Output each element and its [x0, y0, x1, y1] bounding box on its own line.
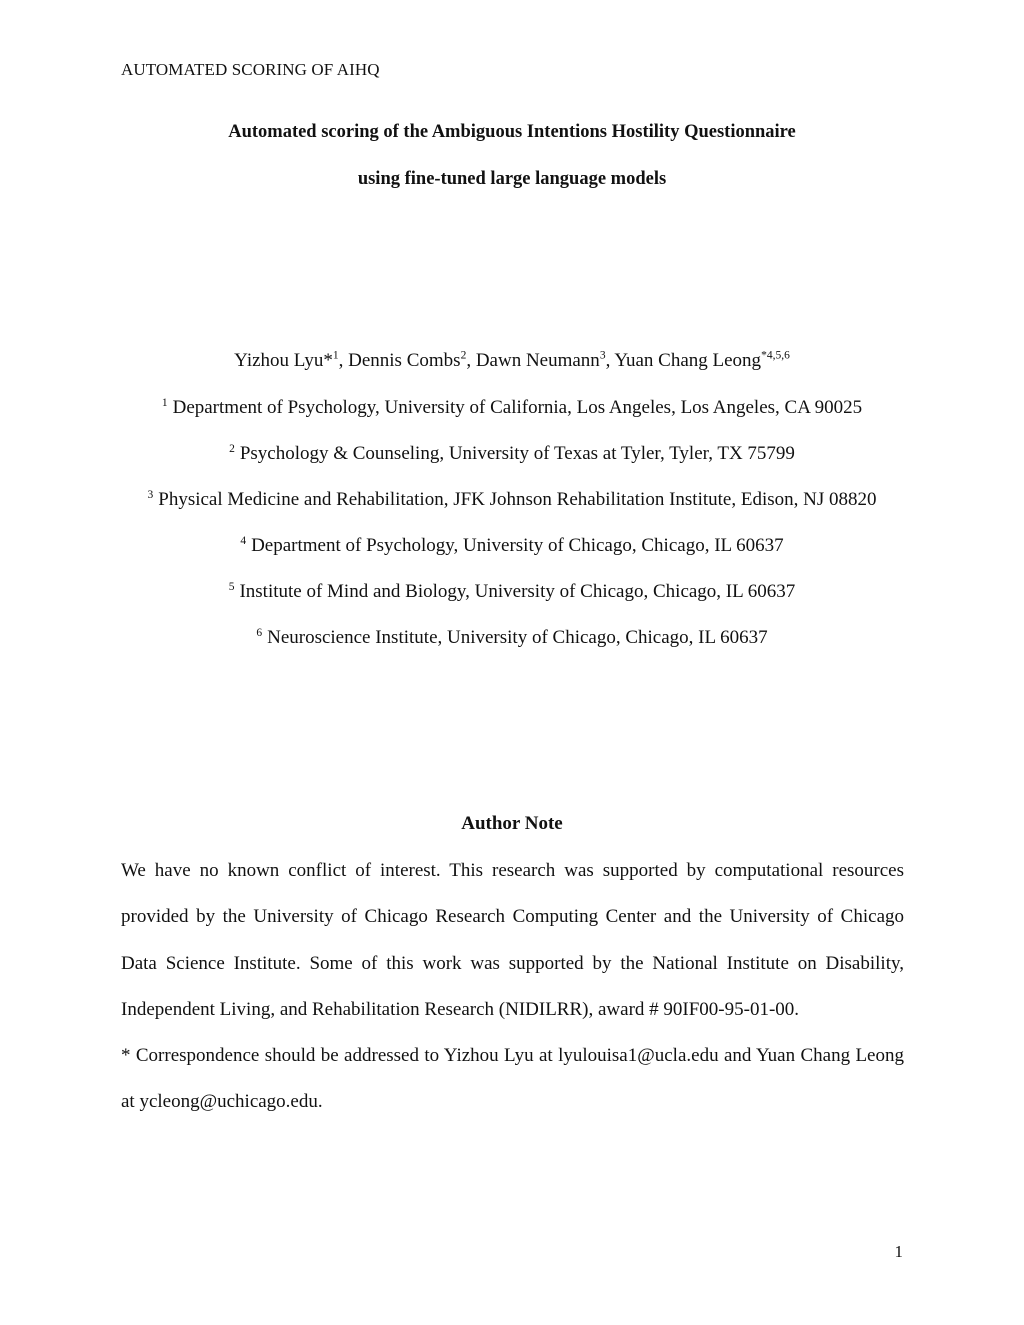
affiliation-6 [0, 627, 1024, 649]
author-separator: , [466, 350, 476, 371]
author-note-heading: Author Note [461, 813, 563, 834]
author-list [0, 350, 1024, 372]
author-affiliation-sup: *4,5,6 [761, 349, 790, 362]
author-marker: * [323, 350, 333, 371]
affiliation-text: Department of Psychology, University of California, Los Angeles, Los Angeles, CA 90025 [172, 397, 863, 418]
author-name: Yizhou Lyu [234, 350, 324, 371]
affiliation-text: Psychology & Counseling, University of Texas at Tyler, Tyler, TX 75799 [239, 443, 795, 464]
correspondence-paragraph: * Correspondence should be addressed to Yizhou Lyu at lyulouisa1@ucla.edu and Yuan Chang Leong at ycleong@uchicago.edu. [121, 1045, 904, 1113]
affiliation-number: 3 [147, 488, 154, 501]
author-affiliation-sup: 3 [599, 349, 606, 362]
author-name: Yuan Chang Leong [614, 350, 762, 371]
affiliation-5 [0, 581, 1024, 603]
affiliation-number: 4 [240, 534, 247, 547]
running-head: AUTOMATED SCORING OF AIHQ [121, 60, 380, 79]
author-name: Dawn Neumann [475, 350, 600, 371]
affiliation-number: 5 [228, 580, 235, 593]
affiliation-text: Department of Psychology, University of Chicago, Chicago, IL 60637 [251, 535, 784, 556]
affiliation-2 [0, 443, 1024, 465]
author-note-paragraph: We have no known conflict of interest. This research was supported by computational resources provided by the University of Chicago Research Computing Center and the University of Chicago Data Science Institute. Some of this work was supported by the National Institute on Disability, Independent Living, and Rehabilitation Research (NIDILRR), award # 90IF00-95-01-00. [121, 860, 904, 1020]
paper-title-line-1: Automated scoring of the Ambiguous Intentions Hostility Questionnaire [228, 122, 796, 142]
author-name: Dennis Combs [348, 350, 461, 371]
page-number: 1 [894, 1242, 903, 1261]
author-separator: , [338, 350, 349, 371]
affiliation-1 [0, 397, 1024, 419]
affiliation-text: Neuroscience Institute, University of Chicago, Chicago, IL 60637 [267, 627, 768, 648]
author-affiliation-sup: 2 [460, 349, 467, 362]
paper-title-line-2: using fine-tuned large language models [357, 169, 667, 189]
affiliation-number: 2 [229, 442, 235, 455]
affiliation-number: 1 [161, 396, 168, 409]
affiliation-4 [0, 535, 1024, 557]
affiliation-text: Physical Medicine and Rehabilitation, JFK Johnson Rehabilitation Institute, Edison, NJ 08820 [158, 489, 877, 510]
author-affiliation-sup: 1 [332, 349, 339, 362]
affiliation-number: 6 [256, 626, 263, 639]
affiliation-text: Institute of Mind and Biology, University of Chicago, Chicago, IL 60637 [239, 581, 796, 602]
affiliation-3 [0, 489, 1024, 511]
author-separator: , [605, 350, 615, 371]
